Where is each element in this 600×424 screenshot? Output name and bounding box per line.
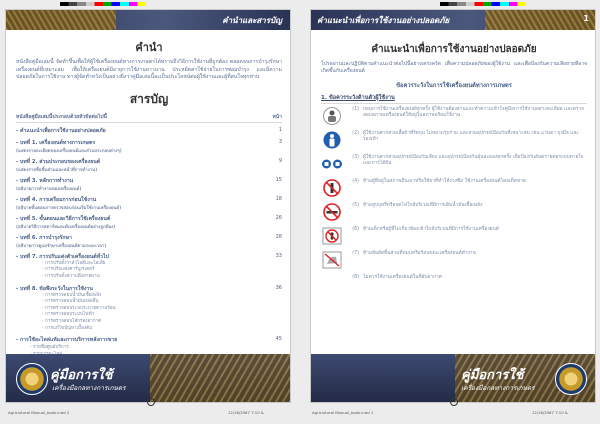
toc-entry-title: - คำแนะนำเพื่อการใช้งานอย่างปลอดภัย [16,127,106,134]
toc-entry-title: - การใช้อะไหล่แท้และการบริการหลังการขาย [16,337,118,344]
toc-col-topic: หนังสือคู่มือเล่มนี้ประกอบด้วยหัวข้อต่อไปนี้ [16,113,107,120]
toc-entry-sub: (แสดงรายชื่อชิ้นส่วนและหน้าที่การทำงาน) [16,167,98,173]
safety-item [321,275,587,285]
toc-entry-sub: (อธิบายขั้นตอนการตรวจสอบก่อนเริ่มใช้งานเครื่องยนต์) [16,205,122,211]
header-bar [311,10,595,30]
foreword-text: หนังสือคู่มือเล่มนี้ จัดทำขึ้นเพื่อให้ผู้ใช้เครื่องยนต์ทางการเกษตรได้ทราบถึงวิธีการใช้งานที่ถูกต้อง ตลอดจนการบำรุงรักษาเครื่องยนต์ที่เหมาะสม เพื่อให้เครื่องยนต์มีอายุการใช้งานยาวนาน ประหยัดค่าใช้จ่ายในการซ่อมบำรุง และมีความปลอดภัยในการใช้งาน ทางผู้จัดทำหวังเป็นอย่างยิ่งว่าคู่มือเล่มนี้จะเป็นประโยชน์ต่อผู้ใช้งานและผู้ที่สนใจทุกท่าน [16,59,282,81]
right-page [310,9,596,403]
toc-header [16,113,282,123]
toc-entry-title: - บทที่ 3. หลักการทำงาน [16,177,74,184]
item-text: ห้ามเด็กหรือผู้ที่ไม่เกี่ยวข้องเข้าใกล้บริเวณที่มีการใช้งานเครื่องยนต์ [363,226,499,232]
toc-entry[interactable] [16,127,282,135]
safety-item [321,107,587,128]
toc-subitem: - การตรวจสอบระบบไฟฟ้า [42,312,95,318]
footer-band [311,354,595,402]
item-number: (7) [352,250,359,256]
emblem-logo [16,363,48,395]
toc-subitem: - การตรวจสอบน้ำมันหล่อลื่น [42,299,99,305]
toc-entry-page: 3 [278,138,282,145]
safety-item [321,155,587,176]
protective-gear-icon [321,155,343,173]
toc-entry[interactable] [16,196,282,211]
toc-entry[interactable] [16,336,282,344]
header-label: คำนำและสารบัญ [222,16,282,25]
toc-entry-sub: (แสดงรายละเอียดของเครื่องยนต์และส่วนประกอบต่างๆ) [16,148,122,154]
toc-entry-title: - บทที่ 6. การบำรุงรักษา [16,234,72,241]
item-number: (4) [352,178,359,184]
toc-subitem: - การปรับตั้งความตึงสายพาน [42,273,100,279]
print-color-bar [440,2,526,6]
toc-entry-page: 1 [278,126,282,133]
intro-text: โปรดอ่านและปฏิบัติตามคำแนะนำต่อไปนี้อย่างเคร่งครัด เพื่อความปลอดภัยของผู้ใช้งาน และเพื่อป้องกันความเสียหายที่อาจเกิดขึ้นกับเครื่องยนต์ [321,61,587,75]
no-hands-icon [321,251,343,269]
toc-entry-title: - บทที่ 2. ส่วนประกอบของเครื่องยนต์ [16,158,101,165]
print-color-bar [60,2,146,6]
toc-sublist [16,293,282,333]
slug-file: Agricultural Manual_book.indd 2 [8,410,70,415]
safety-item [321,179,587,200]
toc-entry-title: - บทที่ 5. ขั้นตอนและวิธีการใช้เครื่องยนต์ [16,215,111,222]
left-content [16,34,282,365]
toc-entry-page: 9 [278,157,282,164]
safety-item [321,203,587,224]
toc-subitem: - การปรับตั้งวาล์วไอดีและไอเสีย [42,260,106,266]
left-page [5,9,291,403]
header-bar [6,10,290,30]
toc-entry[interactable] [16,139,282,154]
item-text: ผู้ใช้งานควรสวมเสื้อผ้าที่รัดกุม ไม่หลวมรุ่มร่าม และสวมอุปกรณ์ป้องกันที่เหมาะสม เช่น แว่นตา ถุงมือ และรองเท้า [363,130,579,143]
no-smoking-icon [321,203,343,221]
toc-entry-page: 33 [275,252,282,259]
wheat-decoration [6,10,116,30]
toc-entry-title: - บทที่ 1. เครื่องยนต์ทางการเกษตร [16,139,96,146]
safety-instruction-icon [321,107,343,125]
right-content [321,34,587,285]
item-text: ไม่ควรใช้งานเครื่องยนต์ในที่อับอากาศ [363,274,442,280]
toc-subitem: - การตรวจสอบน้ำมันเชื้อเพลิง [42,292,102,298]
page-number: 1 [583,14,589,23]
toc-subitem: - การตรวจสอบระบบระบายความร้อน [42,305,116,311]
toc-entry[interactable] [16,158,282,173]
toc-subitem: - การตรวจสอบไส้กรองอากาศ [42,318,102,324]
item-text: ห้ามสัมผัสชิ้นส่วนที่หมุนหรือร้อนขณะเครื่องยนต์ทำงาน [363,250,476,256]
toc-entry-sub: (อธิบายวิธีการสตาร์ทและดับเครื่องยนต์อย่างถูกต้อง) [16,224,116,230]
toc-entry[interactable] [16,215,282,230]
slug-file: Agricultural Manual_book.indd 1 [312,410,374,415]
no-alcohol-icon [321,179,343,197]
toc-entry-title: - บทที่ 7. การปรับแต่งตัวเครื่องยนต์ทั่วไป [16,253,109,260]
toc-entry-page: 18 [275,195,282,202]
wheat-decoration [485,10,595,30]
toc-subitem: - รายชื่อศูนย์บริการ [30,345,69,351]
band-subtitle: เครื่องมือกลทางการเกษตร [461,384,535,392]
toc-entry[interactable] [16,253,282,261]
band-title: คู่มือการใช้ [461,368,524,383]
item-number: (3) [352,154,359,160]
blank-icon [321,275,343,293]
safety-item [321,227,587,248]
item-text: ห้ามสูบบุหรี่หรือจุดไฟใกล้บริเวณที่มีการเติมน้ำมันเชื้อเพลิง [363,202,483,208]
no-children-icon [321,227,343,245]
toc-entry[interactable] [16,285,282,293]
band-subtitle: เครื่องมือกลทางการเกษตร [52,384,126,392]
band-title: คู่มือการใช้ [50,368,113,383]
toc-entry-sub: (อธิบายการดูแลรักษาเครื่องยนต์ตามระยะเวลา) [16,243,107,249]
toc-entry-page: 15 [275,176,282,183]
wheat-decoration [150,354,290,402]
wear-clothing-icon [321,131,343,149]
toc-entry-page: 28 [275,233,282,240]
footer-band [6,354,290,402]
safety-item [321,251,587,272]
toc-entry-page: 26 [275,214,282,221]
item-text: ห้ามผู้ที่อยู่ในสภาพมึนเมาหรือใช้ยาที่ทำให้ง่วงซึม ใช้งานเครื่องยนต์โดยเด็ดขาด [363,178,526,184]
registration-mark [450,398,458,406]
toc-entry-page: 36 [275,284,282,291]
safety-item [321,131,587,152]
item-number: (5) [352,202,359,208]
item-number: (6) [352,226,359,232]
toc-col-page: หน้า [272,113,282,120]
toc-sublist [16,261,282,281]
toc-entry-title: - บทที่ 8. ข้อพึงระวังในการใช้งาน [16,285,93,292]
toc-entry-page: 45 [275,336,282,343]
slug-date: 12/18/2567 7:10 น. [228,410,265,415]
registration-mark [147,398,155,406]
item-text: ก่อนการใช้งานเครื่องยนต์ทุกครั้ง ผู้ใช้งานต้องอ่านและทำความเข้าใจคู่มือการใช้งานอย่างละเอียด และตรวจสอบสภาพเครื่องยนต์ให้อยู่ในสภาพพร้อมใช้งาน [363,106,584,119]
foreword-title: คำนำ [135,41,163,54]
item-number: (8) [352,274,359,280]
toc-title: สารบัญ [129,91,169,106]
header-label: คำแนะนำเพื่อการใช้งานอย่างปลอดภัย [317,16,450,25]
toc-subitem: - การแก้ไขปัญหาเบื้องต้น [42,325,93,331]
section-heading: 1. ข้อควรระวังด้านตัวผู้ใช้งาน [321,94,587,104]
toc-entry[interactable] [16,234,282,249]
item-number: (2) [352,130,359,136]
page-title: คำแนะนำเพื่อการใช้งานอย่างปลอดภัย [371,44,537,55]
toc-entry-sub: (อธิบายการทำงานของเครื่องยนต์) [16,186,82,192]
item-number: (1) [352,106,359,112]
toc-subitem: - การปรับแต่งคาร์บูเรเตอร์ [42,267,95,273]
item-text: ผู้ใช้งานควรสวมอุปกรณ์ป้องกันเสียง และอุปกรณ์ป้องกันฝุ่นละอองทุกครั้ง เพื่อป้องกันอันตรายต่อระบบหายใจและการได้ยิน [363,154,584,167]
emblem-logo [555,363,587,395]
toc-entry[interactable] [16,177,282,192]
slug-date: 12/18/2567 7:10 น. [532,410,569,415]
toc-entry-title: - บทที่ 4. การเตรียมการก่อนใช้งาน [16,196,97,203]
subsection-title: ข้อควรระวังในการใช้เครื่องยนต์ทางการเกษตร [396,82,512,89]
